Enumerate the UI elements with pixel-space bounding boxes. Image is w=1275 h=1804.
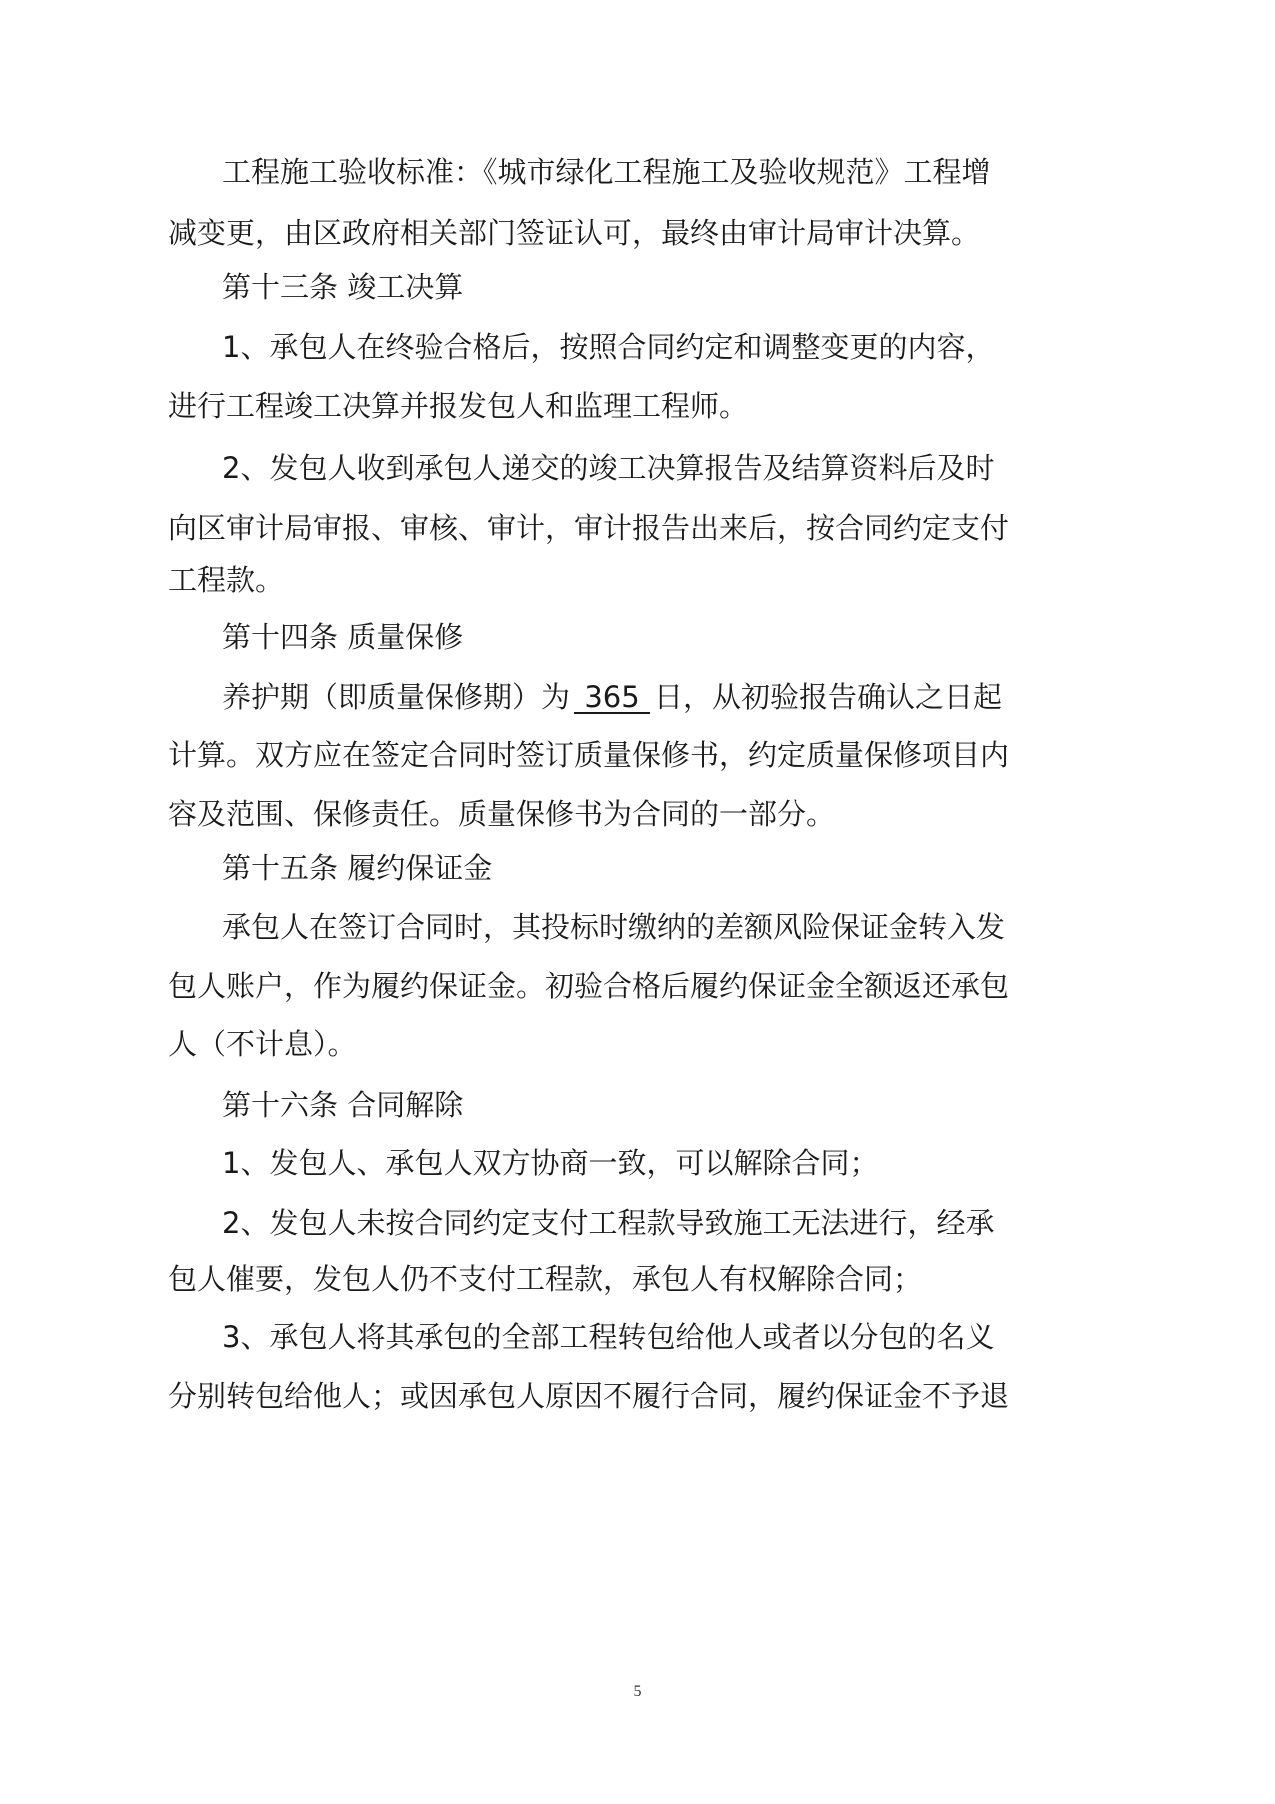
warranty-period-text-after: 日，从初验报告确认之日起: [654, 680, 1003, 714]
paragraph-line-7: 向区审计局审报、审核、审计，审计报告出来后，按合同约定支付: [168, 511, 1010, 545]
paragraph-line-5: 进行工程竣工决算并报发包人和监理工程师。: [168, 389, 749, 423]
paragraph-line-16: 人（不计息）。: [168, 1027, 357, 1061]
paragraph-line-11: 计算。双方应在签定合同时签订质量保修书，约定质量保修项目内: [168, 738, 1010, 772]
paragraph-line-20: 包人催要，发包人仍不支付工程款，承包人有权解除合同；: [168, 1262, 923, 1296]
section-heading-15: 第十五条 履约保证金: [222, 851, 493, 885]
warranty-period-days-value: 365: [574, 682, 650, 714]
paragraph-line-18: 1、发包人、承包人双方协商一致，可以解除合同；: [222, 1146, 879, 1180]
paragraph-line-15: 包人账户，作为履约保证金。初验合格后履约保证金全额返还承包: [168, 969, 1010, 1003]
paragraph-line-14: 承包人在签订合同时，其投标时缴纳的差额风险保证金转入发: [222, 910, 1006, 944]
paragraph-line-22: 分别转包给他人；或因承包人原因不履行合同，履约保证金不予退: [168, 1379, 1010, 1413]
paragraph-line-1: 工程施工验收标准：《城市绿化工程施工及验收规范》工程增: [222, 155, 991, 189]
warranty-period-text-before: 养护期（即质量保修期）为: [222, 680, 571, 714]
paragraph-line-2: 减变更，由区政府相关部门签证认可，最终由审计局审计决算。: [168, 216, 981, 250]
paragraph-line-6: 2、发包人收到承包人递交的竣工决算报告及结算资料后及时: [222, 451, 995, 485]
paragraph-line-12: 容及范围、保修责任。质量保修书为合同的一部分。: [168, 797, 836, 831]
section-heading-16: 第十六条 合同解除: [222, 1088, 464, 1122]
paragraph-line-19: 2、发包人未按合同约定支付工程款导致施工无法进行，经承: [222, 1206, 995, 1240]
paragraph-line-8: 工程款。: [168, 563, 285, 597]
section-heading-14: 第十四条 质量保修: [222, 620, 464, 654]
page-number: 5: [633, 1683, 642, 1700]
paragraph-line-4: 1、承包人在终验合格后，按照合同约定和调整变更的内容，: [222, 330, 995, 364]
paragraph-line-warranty-period: [222, 677, 1002, 717]
section-heading-13: 第十三条 竣工决算: [222, 270, 464, 304]
paragraph-line-21: 3、承包人将其承包的全部工程转包给他人或者以分包的名义: [222, 1320, 995, 1354]
